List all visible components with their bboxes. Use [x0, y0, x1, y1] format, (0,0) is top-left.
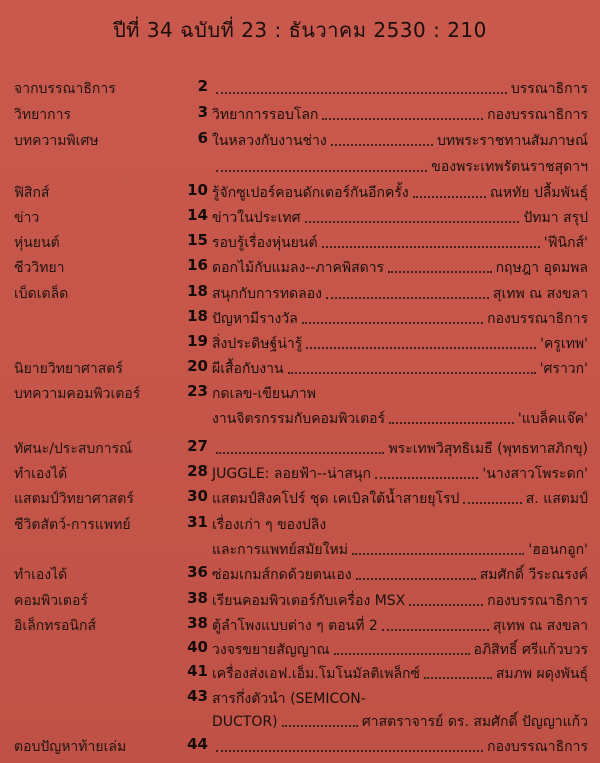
toc-entry — [212, 408, 588, 430]
section-category: นิยายวิทยาศาสตร์ — [14, 361, 123, 377]
entry-title: ปัญหามีรางวัล — [212, 311, 298, 327]
dot-leader — [322, 118, 483, 120]
dot-leader — [306, 347, 536, 349]
entry-author: บรรณาธิการ — [510, 81, 588, 97]
entry-title: รอบรู้เรื่องหุ่นยนต์ — [212, 235, 318, 251]
page-number: 18 — [187, 307, 208, 325]
entry-title: DUCTOR) — [212, 714, 278, 730]
dot-leader — [288, 372, 536, 374]
page-number: 20 — [187, 357, 208, 375]
entry-author: ปัทมา สรุป — [523, 210, 588, 226]
page-number: 6 — [197, 129, 208, 147]
section-category: ข่าว — [14, 210, 40, 226]
entry-author: บทพระราชทานสัมภาษณ์ — [436, 133, 588, 149]
dot-leader — [216, 750, 483, 752]
entry-title: ข่าวในประเทศ — [212, 210, 301, 226]
page-number: 14 — [187, 206, 208, 224]
entry-author: พระเทพวิสุทธิเมธี (พุทธทาสภิกขุ) — [388, 441, 588, 457]
page-number: 44 — [187, 735, 208, 753]
page-number: 15 — [187, 231, 208, 249]
entry-author: 'ศราวก' — [539, 361, 588, 377]
page-number: 3 — [197, 103, 208, 121]
page-number: 16 — [187, 256, 208, 274]
entry-title: สารกึ่งตัวนำ (SEMICON- — [212, 691, 366, 707]
page-number: 2 — [197, 77, 208, 95]
entry-title: รู้จักซูเปอร์คอนดักเตอร์กันอีกครั้ง — [212, 185, 409, 201]
section-category: ทำเองได้ — [14, 567, 68, 583]
entry-author: 'นางสาวโพระดก' — [482, 466, 588, 482]
entry-author: สุเทพ ณ สงขลา — [492, 618, 588, 634]
section-category: อิเล็กทรอนิกส์ — [14, 618, 96, 634]
entry-title: เรียนคอมพิวเตอร์กับเครื่อง MSX — [212, 593, 406, 609]
entry-author: สมศักดิ์ วีระณรงค์ — [479, 567, 588, 583]
entry-title: วิทยาการรอบโลก — [212, 107, 319, 123]
toc-entry — [212, 463, 588, 485]
entry-author: 'ครูเทพ' — [540, 336, 588, 352]
page-number: 18 — [187, 282, 208, 300]
dot-leader — [216, 170, 427, 172]
toc-entry — [212, 488, 588, 510]
dot-leader — [331, 144, 433, 146]
dot-leader — [463, 502, 521, 504]
toc-entry — [212, 104, 588, 126]
page-number: 19 — [187, 332, 208, 350]
page-number: 38 — [187, 614, 208, 632]
section-category: แสตมป์วิทยาศาสตร์ — [14, 491, 134, 507]
page-number: 38 — [187, 589, 208, 607]
entry-title: สนุกกับการทดลอง — [212, 286, 322, 302]
toc-entry — [212, 283, 588, 305]
toc-entry — [212, 232, 588, 254]
dot-leader — [413, 196, 486, 198]
entry-author: 'แบล็คแจ๊ค' — [517, 411, 588, 427]
dot-leader — [334, 653, 470, 655]
toc-entry — [212, 182, 588, 204]
toc-entry — [212, 663, 588, 685]
section-category: บทความพิเศษ — [14, 133, 99, 149]
entry-title: แสตมป์สิงคโปร์ ชุด เคเบิลใต้น้ำสายยุโรป — [212, 491, 460, 507]
dot-leader — [388, 271, 491, 273]
toc-entry — [212, 539, 588, 561]
toc-entry — [212, 257, 588, 279]
entry-author: ณหทัย ปลื้มพันธุ์ — [489, 185, 588, 201]
entry-author: ของพระเทพรัตนราชสุดาฯ — [431, 159, 588, 175]
issue-header: ปีที่ 34 ฉบับที่ 23 : ธันวาคม 2530 : 210 — [113, 18, 487, 42]
entry-author: กองบรรณาธิการ — [487, 593, 588, 609]
entry-author: 'ฮอนกอูก' — [528, 542, 588, 558]
dot-leader — [282, 725, 358, 727]
page-number: 30 — [187, 487, 208, 505]
entry-title: งานจิตรกรรมกับคอมพิวเตอร์ — [212, 411, 386, 427]
dot-leader — [409, 604, 483, 606]
section-category: ฟิสิกส์ — [14, 185, 50, 201]
dot-leader — [305, 221, 520, 223]
page-number: 43 — [187, 687, 208, 705]
entry-author: สุเทพ ณ สงขลา — [492, 286, 588, 302]
page-number: 23 — [187, 382, 208, 400]
entry-author: กองบรรณาธิการ — [487, 107, 588, 123]
page-number: 31 — [187, 513, 208, 531]
toc-entry — [212, 564, 588, 586]
entry-author: กฤษฎา อุดมพล — [495, 260, 588, 276]
page-number: 36 — [187, 563, 208, 581]
toc-entry — [212, 207, 588, 229]
toc-entry — [212, 736, 588, 758]
toc-entry — [212, 78, 588, 100]
entry-author: สมภพ ผดุงพันธุ์ — [495, 666, 588, 682]
entry-author: 'ฟีนิกส์' — [543, 235, 588, 251]
section-category: ชีวิตสัตว์-การแพทย์ — [14, 517, 131, 533]
section-category: เบ็ดเตล็ด — [14, 286, 69, 302]
dot-leader — [389, 422, 514, 424]
page-number: 40 — [187, 638, 208, 656]
entry-title: สิ่งประดิษฐ์น่ารู้ — [212, 336, 303, 352]
entry-author: ส. แสตมป์ — [525, 491, 588, 507]
page-number: 27 — [187, 437, 208, 455]
section-category: บทความคอมพิวเตอร์ — [14, 386, 141, 402]
toc-entry — [212, 615, 588, 637]
dot-leader — [424, 677, 492, 679]
dot-leader — [302, 322, 483, 324]
entry-title: กดเลข-เขียนภาพ — [212, 386, 317, 402]
entry-author: กองบรรณาธิการ — [487, 739, 588, 755]
page-number: 41 — [187, 662, 208, 680]
entry-author: อภิสิทธิ์ ศรีแก้วบวร — [473, 642, 588, 658]
dot-leader — [326, 297, 489, 299]
section-category: ชีววิทยา — [14, 260, 65, 276]
toc-entry — [212, 590, 588, 612]
entry-title: ในหลวงกับงานช่าง — [212, 133, 327, 149]
section-category: ตอบปัญหาท้ายเล่ม — [14, 739, 127, 755]
entry-title: ดอกไม้กับแมลง--ภาคพิสดาร — [212, 260, 385, 276]
toc-entry — [212, 358, 588, 380]
entry-author: กองบรรณาธิการ — [487, 311, 588, 327]
dot-leader — [322, 246, 540, 248]
section-category: คอมพิวเตอร์ — [14, 593, 88, 609]
entry-title: JUGGLE: ลอยฟ้า--น่าสนุก — [212, 466, 371, 482]
toc-entry — [212, 130, 588, 152]
toc-entry — [212, 156, 588, 178]
entry-title: และการแพทย์สมัยใหม่ — [212, 542, 348, 558]
dot-leader — [216, 452, 384, 454]
entry-author: ศาสตราจารย์ ดร. สมศักดิ์ ปัญญาแก้ว — [361, 714, 588, 730]
section-category: วิทยาการ — [14, 107, 72, 123]
entry-title: เครื่องส่งเอฟ.เอ็ม.โมโนมัลติเพล็กซ์ — [212, 666, 421, 682]
dot-leader — [216, 92, 507, 94]
section-category: ทำเองได้ — [14, 466, 68, 482]
toc-entry — [212, 333, 588, 355]
toc-entry — [212, 639, 588, 661]
entry-title: วงจรขยายสัญญาณ — [212, 642, 330, 658]
page-number: 10 — [187, 181, 208, 199]
entry-title: ตู้ลำโพงแบบต่าง ๆ ตอนที่ 2 — [212, 618, 378, 634]
toc-entry — [212, 438, 588, 460]
entry-title: เรื่องเก่า ๆ ของปลิง — [212, 517, 327, 533]
dot-leader — [375, 477, 478, 479]
toc-entry — [212, 308, 588, 330]
toc-entry — [212, 711, 588, 733]
section-category: จากบรรณาธิการ — [14, 81, 116, 97]
dot-leader — [352, 553, 524, 555]
section-category: ทัศนะ/ประสบการณ์ — [14, 441, 133, 457]
dot-leader — [356, 578, 476, 580]
entry-title: ผีเสื้อกับงาน — [212, 361, 284, 377]
page-number: 28 — [187, 462, 208, 480]
dot-leader — [382, 629, 489, 631]
section-category: หุ่นยนต์ — [14, 235, 60, 251]
entry-title: ซ่อมเกมส์กดด้วยตนเอง — [212, 567, 352, 583]
